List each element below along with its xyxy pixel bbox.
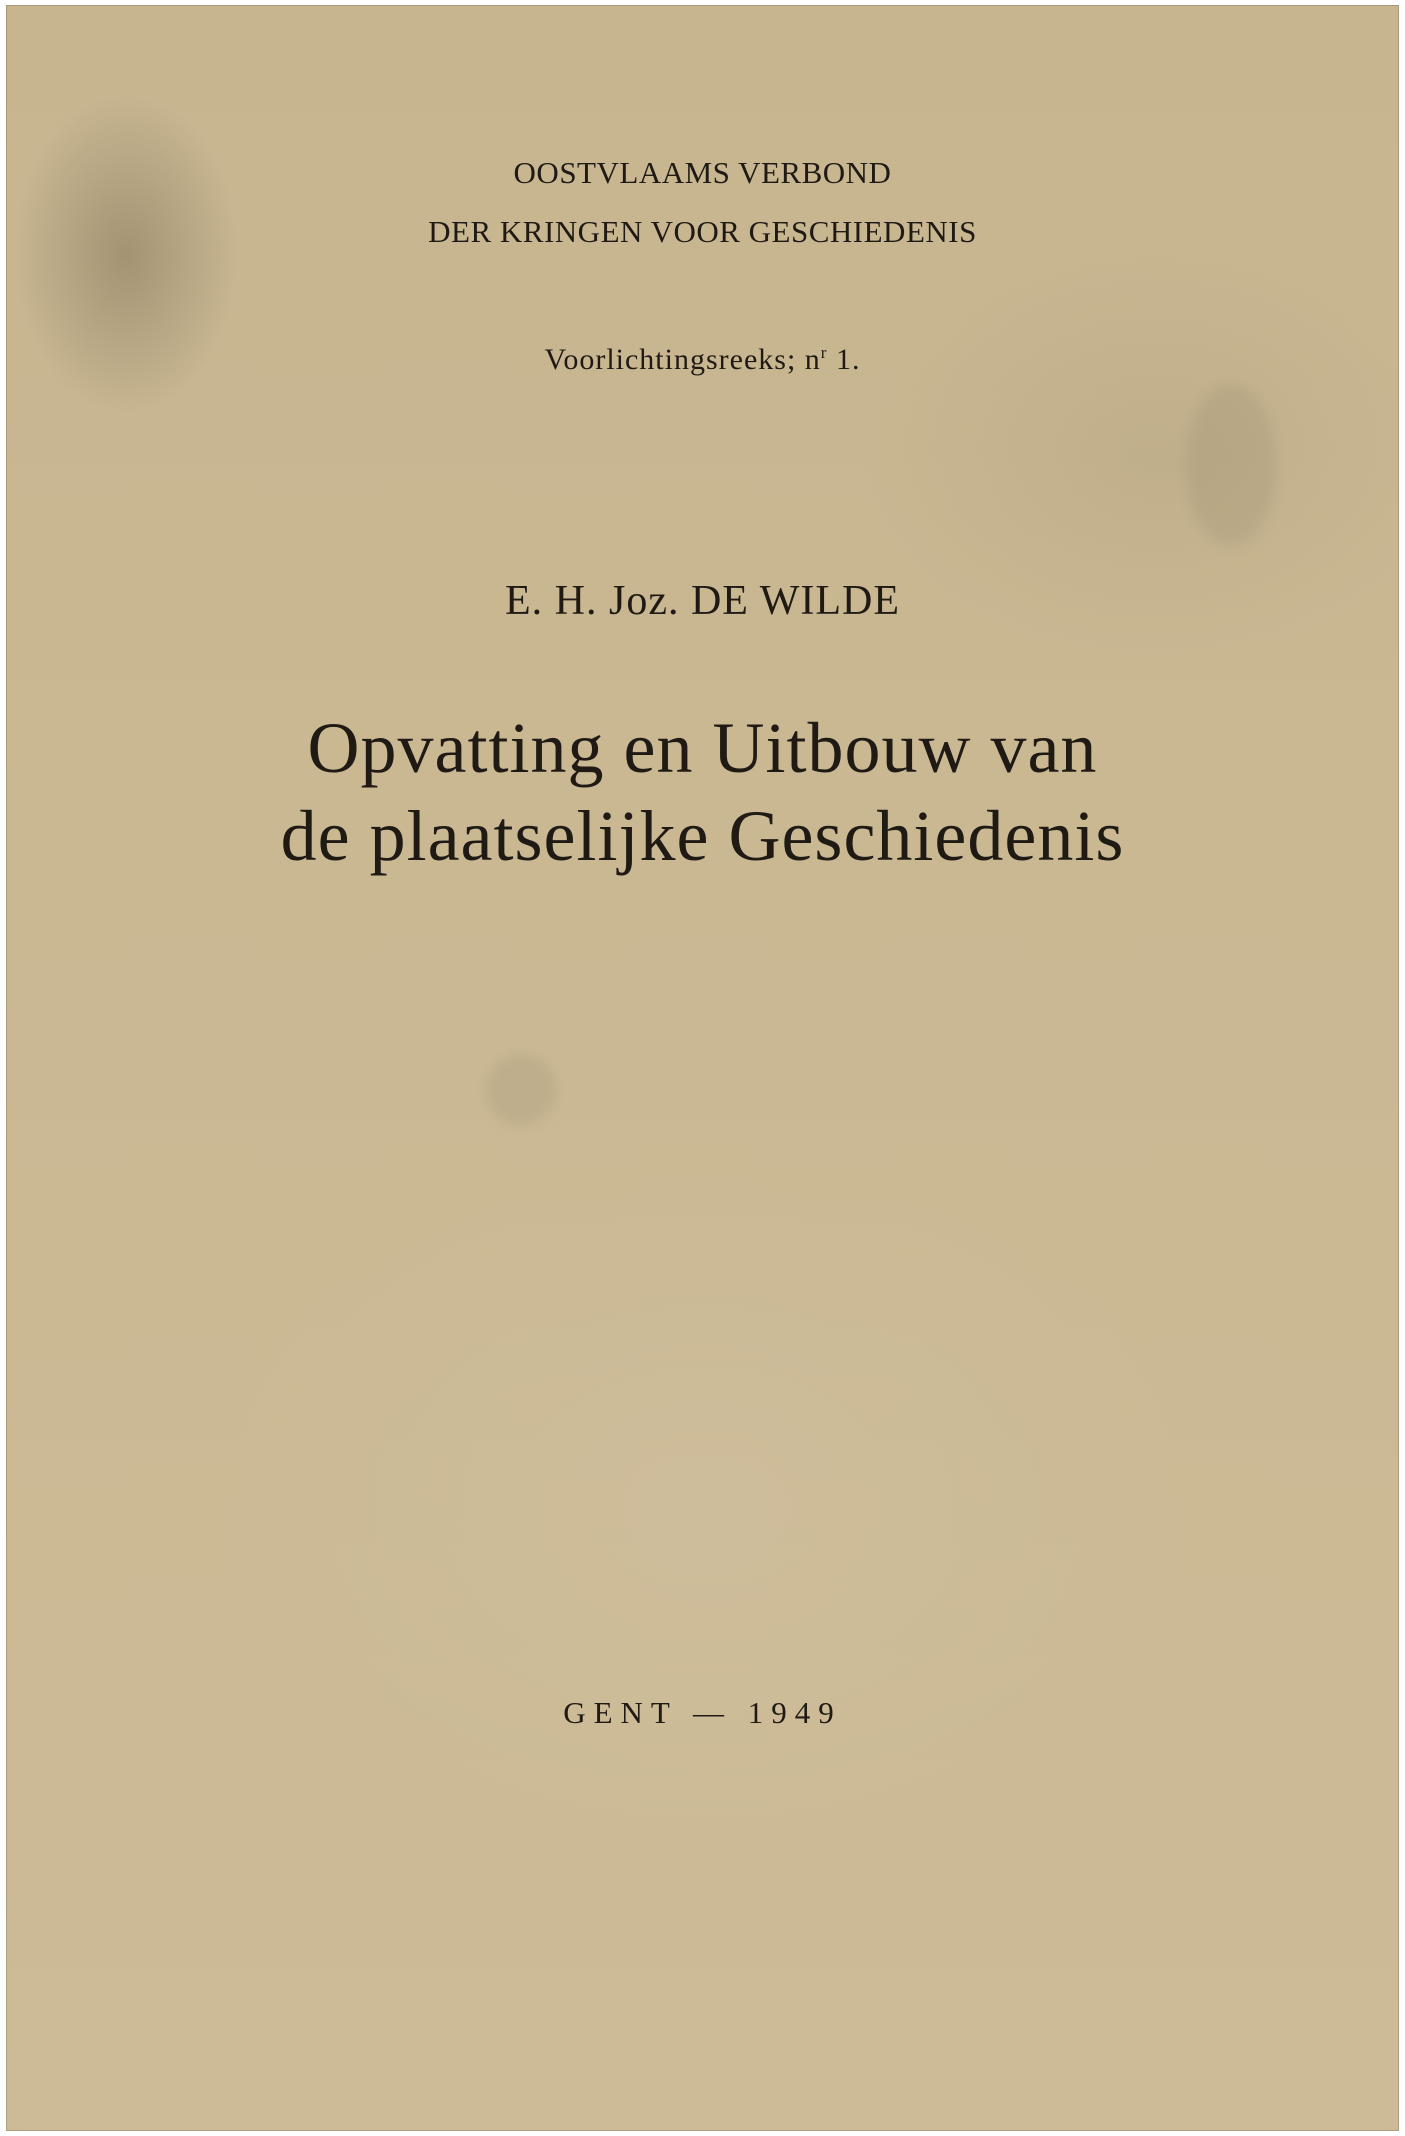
book-title-line-1: Opvatting en Uitbouw van: [307, 708, 1098, 788]
book-cover: [6, 5, 1399, 2131]
paper-stain: [486, 1055, 556, 1125]
paper-stain: [1186, 385, 1276, 545]
imprint-place-year: GENT — 1949: [563, 1695, 842, 1730]
book-title-line-2: de plaatselijke Geschiedenis: [280, 796, 1125, 876]
series-number-superscript: r: [820, 343, 828, 362]
series-number: 1.: [827, 343, 861, 376]
publisher-line-1: OOSTVLAAMS VERBOND: [513, 155, 892, 190]
series-name: Voorlichtingsreeks; n: [544, 343, 821, 376]
author-name: E. H. Joz. DE WILDE: [505, 578, 900, 624]
publisher-line-2: DER KRINGEN VOOR GESCHIEDENIS: [428, 214, 977, 249]
series-label: [6, 343, 1399, 377]
